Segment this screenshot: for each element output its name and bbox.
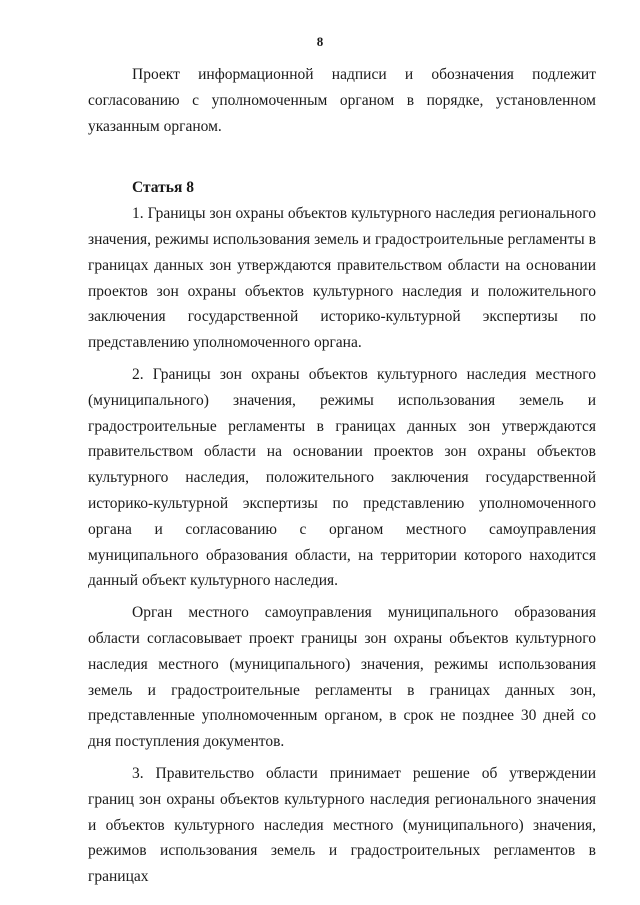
page-number: 8 [316, 34, 324, 49]
article-paragraph-2: 2. Границы зон охраны объектов культурного наследия местного (муниципального) значения, режимы использования земель и градостроительные регламенты в границах данных зон утверждаются правительством области на основании проектов зон охраны объектов культурного наследия, положительного заключения государственной историко-культурной экспертизы по представлению уполномоченного органа и согласованию с органом местного самоуправления муниципального образования области, на территории которого находится данный объект культурного наследия. [88, 365, 596, 590]
article-heading: Статья 8 [132, 179, 194, 197]
article-paragraph-1: 1. Границы зон охраны объектов культурного наследия регионального значения, режимы использования земель и градостроительные регламенты в границах данных зон утверждаются правительством области на основании проектов зон охраны объектов культурного наследия и положительного заключения государственной историко-культурной экспертизы по представлению уполномоченного органа. [88, 205, 596, 352]
article-paragraph-4: 3. Правительство области принимает решение об утверждении границ зон охраны объектов культурного наследия регионального значения и объектов культурного наследия местного (муниципального) значения, режимов использования земель и градостроительных регламентов в границах [88, 764, 596, 886]
intro-paragraph: Проект информационной надписи и обозначения подлежит согласованию с уполномоченным органом в порядке, установленном указанным органом. [88, 66, 596, 135]
document-body [88, 62, 596, 890]
article-paragraph-3: Орган местного самоуправления муниципального образования области согласовывает проект границы зон охраны объектов культурного наследия местного (муниципального) значения, режимы использования земель и градостроительные регламенты в границах данных зон, представленные уполномоченным органом, в срок не позднее 30 дней со дня поступления документов. [88, 604, 596, 751]
